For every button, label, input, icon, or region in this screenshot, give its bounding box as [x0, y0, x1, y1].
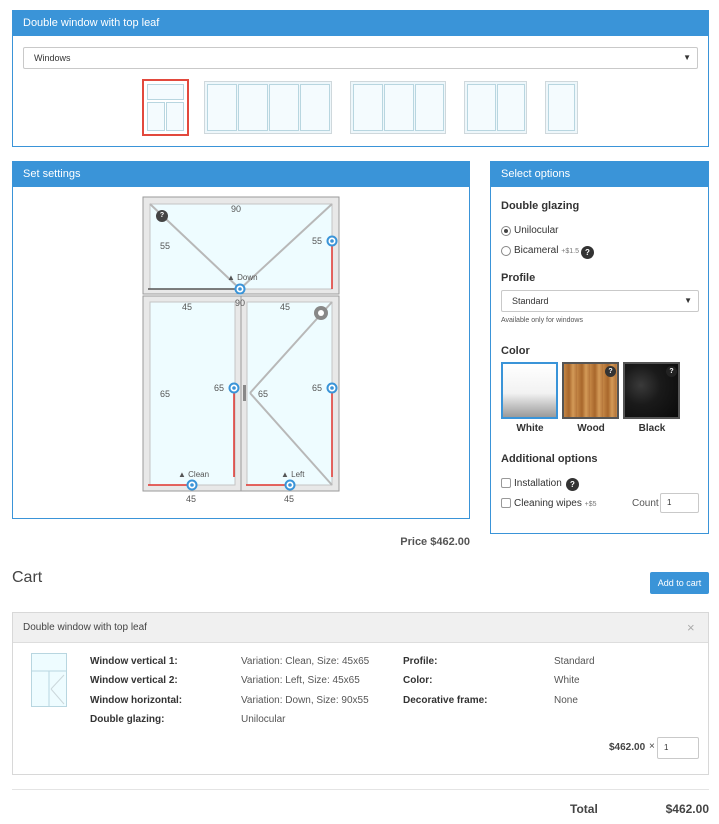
cart-item-title: Double window with top leaf: [23, 622, 147, 633]
window-type-thumb-two[interactable]: [464, 81, 527, 134]
cart-key-horizontal: Window horizontal:: [90, 695, 183, 706]
total-label: Total: [570, 802, 598, 816]
top-width-label: 90: [231, 204, 242, 214]
cart-item-thumbnail: [31, 653, 67, 707]
add-to-cart-button[interactable]: Add to cart: [650, 572, 709, 594]
gear-icon[interactable]: [314, 306, 328, 320]
glazing-bicameral-text: Bicameral: [514, 245, 559, 256]
right-top-width-label: 45: [280, 302, 291, 312]
cart-divider: [12, 789, 709, 790]
installation-checkbox[interactable]: [501, 478, 511, 488]
profile-select-value: Standard: [512, 296, 549, 306]
thumb-pane: [300, 84, 330, 131]
thumb-pane: [238, 84, 268, 131]
thumb-pane: [147, 84, 184, 100]
thumb-pane: [269, 84, 299, 131]
cart-item-close-icon[interactable]: ×: [687, 620, 695, 635]
category-select[interactable]: [23, 47, 698, 69]
profile-title: Profile: [501, 272, 536, 284]
window-type-thumb-single[interactable]: [545, 81, 578, 134]
additional-options-title: Additional options: [501, 453, 598, 465]
right-opening-value: Left: [291, 470, 305, 479]
color-title: Color: [501, 345, 530, 357]
double-glazing-title: Double glazing: [501, 200, 580, 212]
cart-qty-input[interactable]: 1: [657, 737, 699, 759]
thumb-pane: [207, 84, 237, 131]
window-type-panel-title: Double window with top leaf: [13, 11, 708, 36]
installation-label[interactable]: Installation: [514, 478, 562, 489]
left-top-width-label: 45: [182, 302, 193, 312]
left-opening-value: Clean: [188, 470, 210, 479]
thumb-pane: [415, 84, 444, 131]
window-type-panel: [12, 10, 709, 147]
left-bottom-width-label: 45: [186, 494, 197, 504]
category-select-value: Windows: [34, 53, 71, 63]
glazing-label-unilocular[interactable]: Unilocular: [514, 225, 559, 236]
thumb-pane: [353, 84, 383, 131]
options-panel: [490, 161, 709, 534]
top-left-height-label: 55: [160, 241, 171, 251]
profile-note: Available only for windows: [501, 317, 583, 324]
right-opening-label: ▲ Left: [281, 470, 305, 479]
glazing-label-bicameral[interactable]: [514, 245, 579, 256]
right-height-label: 65: [258, 389, 269, 399]
glazing-bicameral-extra: +$1.5: [561, 248, 579, 255]
cart-item-price: $462.00: [609, 742, 646, 753]
left-height-label: 65: [160, 389, 171, 399]
cart-item-card: [12, 612, 709, 775]
color-label-black: Black: [638, 423, 666, 434]
right-bottom-width-label: 45: [284, 494, 295, 504]
profile-select[interactable]: [501, 290, 699, 312]
top-bottom-width-label: 90: [235, 298, 246, 308]
right-right-height-label: 65: [312, 383, 323, 393]
top-opening-label: ▲ Down: [227, 273, 258, 282]
cleaning-checkbox[interactable]: [501, 498, 511, 508]
chevron-down-icon: ▼: [683, 53, 691, 62]
thumb-pane: [497, 84, 525, 131]
top-right-height-label: 55: [312, 236, 323, 246]
cleaning-label[interactable]: [514, 498, 596, 509]
wood-help-icon[interactable]: ?: [605, 366, 616, 377]
cart-key-vertical-1: Window vertical 1:: [90, 656, 178, 667]
top-leaf-help-icon[interactable]: ?: [159, 212, 165, 219]
color-swatch-white[interactable]: [501, 362, 558, 419]
bicameral-help-icon[interactable]: ?: [581, 246, 594, 259]
cart-key-glazing: Double glazing:: [90, 714, 165, 725]
total-value: $462.00: [665, 802, 709, 816]
price-label: Price $462.00: [400, 536, 470, 548]
cart-item-times: ×: [649, 741, 655, 752]
count-input[interactable]: 1: [660, 493, 699, 513]
settings-panel-title: Set settings: [13, 162, 469, 187]
cart-key-vertical-2: Window vertical 2:: [90, 675, 178, 686]
window-type-thumb-top-leaf[interactable]: [142, 79, 189, 136]
window-type-thumb-three[interactable]: [350, 81, 446, 134]
cleaning-extra: +$5: [584, 501, 597, 508]
cart-val-color: White: [554, 675, 580, 686]
cleaning-text: Cleaning wipes: [514, 498, 582, 509]
black-help-icon[interactable]: ?: [666, 366, 677, 377]
options-panel-title: Select options: [491, 162, 708, 187]
glazing-radio-bicameral[interactable]: [501, 246, 511, 256]
cart-val-horizontal: Variation: Down, Size: 90x55: [241, 695, 369, 706]
glazing-radio-unilocular[interactable]: [501, 226, 511, 236]
cart-val-profile: Standard: [554, 656, 595, 667]
cart-val-vertical-2: Variation: Left, Size: 45x65: [241, 675, 360, 686]
thumb-pane: [467, 84, 496, 131]
cart-key-color: Color:: [403, 675, 433, 686]
left-opening-label: ▲ Clean: [178, 470, 210, 479]
color-label-white: White: [516, 423, 544, 434]
left-right-height-label: 65: [214, 383, 225, 393]
cart-key-profile: Profile:: [403, 656, 438, 667]
thumb-pane: [147, 102, 165, 131]
count-label: Count: [632, 498, 659, 509]
top-opening-value: Down: [237, 273, 258, 282]
thumb-pane: [384, 84, 414, 131]
installation-help-icon[interactable]: ?: [566, 478, 579, 491]
thumb-pane: [548, 84, 575, 131]
window-type-thumb-four[interactable]: [204, 81, 332, 134]
cart-val-vertical-1: Variation: Clean, Size: 45x65: [241, 656, 370, 667]
cart-key-frame: Decorative frame:: [403, 695, 488, 706]
chevron-down-icon: ▼: [684, 296, 692, 305]
color-label-wood: Wood: [577, 423, 605, 434]
cart-val-glazing: Unilocular: [241, 714, 286, 725]
cart-val-frame: None: [554, 695, 578, 706]
thumb-pane: [166, 102, 184, 131]
cart-title: Cart: [12, 569, 43, 586]
